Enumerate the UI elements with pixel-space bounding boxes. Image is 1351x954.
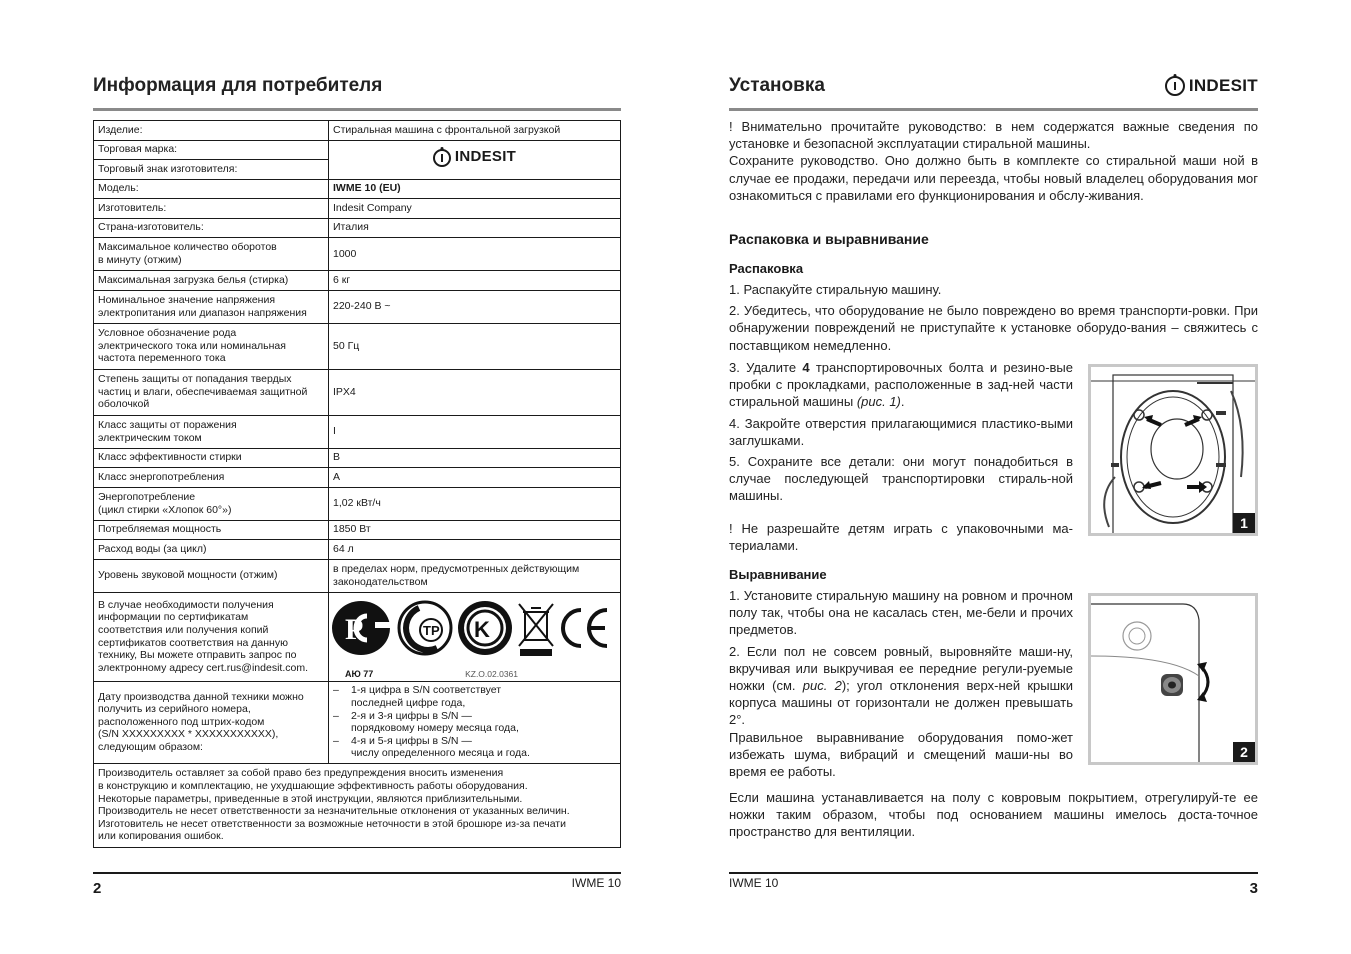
label-line: Энергопотребление [98,490,196,503]
row-label [94,323,329,369]
label-line: электронному адресу cert.rus@indesit.com. [98,661,308,674]
list-item [333,735,616,760]
figure-2 [1088,593,1258,765]
title-rule [93,108,621,111]
row-value: IWME 10 (EU) [329,179,621,199]
row-label: Торговая марка: [94,140,329,160]
label-line: технику, Вы можете отправить запрос по [98,649,297,662]
table-row [94,763,621,847]
label-line: Класс защиты от поражения [98,418,237,431]
carpet-note: Если машина устанавливается на полу с ковровым покрытием, отрегулируй-те ее ножки таким образом, чтобы под основанием машины имелось доста-точное пространство для вентиляции. [729,790,1258,840]
row-value: 1000 [329,238,621,271]
unpack-steps [729,281,1258,354]
indesit-ring-icon [433,149,451,167]
c-tp-mark-icon [399,602,451,654]
paragraph: ! Внимательно прочитайте руководство: в нем содержатся важные сведения по установке и безопасной эксплуатации стиральной машины. [729,119,1258,152]
row-label: Класс эффективности стирки [94,448,329,468]
label-line: Условное обозначение рода [98,327,237,340]
table-row [94,468,621,488]
text-span: . [900,394,905,410]
row-label: Класс энергопотребления [94,468,329,488]
indesit-logo [433,149,516,167]
label-line: частиц и влаги, обеспечиваемая защитной [98,385,308,398]
date-rules-list [333,684,616,760]
label-line: (цикл стирки «Хлопок 60°») [98,503,232,516]
right-page [729,0,1258,954]
label-line: Максимальное количество оборотов [98,241,277,254]
label-line: частота переменного тока [98,352,226,365]
label-line: электрическим током [98,431,202,444]
label-line: электрического тока или номинальная [98,339,286,352]
rst-mark-icon [332,601,391,655]
row-label: Изделие: [94,121,329,141]
paragraph: Правильное выравнивание оборудования помо-жет избежать шума, вибраций и смещений маши-ны во время ее работы. [729,729,1073,780]
table-row [94,238,621,271]
label-line: соответствия или получения копий [98,624,269,636]
warning-text: ! Не разрешайте детям играть с упаковочными ма-териалами. [729,521,1073,554]
cert-code-rst: АЮ 77 [345,669,374,680]
text-span: 3. Удалите [729,360,803,375]
ce-mark-icon [563,610,607,646]
label-line: Номинальное значение напряжения [98,293,276,306]
list-item [333,710,616,735]
table-row [94,592,621,681]
table-row [94,487,621,520]
table-row [94,271,621,291]
row-value: A [329,468,621,488]
row-value: Стиральная машина с фронтальной загрузкой [329,121,621,141]
page-number: 2 [93,880,102,897]
svg-text:K: K [474,616,490,642]
disclaimer-line: Производитель не несет ответственности за незначительные отклонения от указанных величин. [98,805,570,818]
value-line: законодательством [333,575,428,588]
list-line: – 1-я цифра в S/N соответствует [351,684,502,697]
row-label: Торговый знак изготовителя: [94,160,329,180]
row-label: Потребляемая мощность [94,520,329,540]
text-span: (рис. 1) [856,394,901,410]
table-row [94,121,621,141]
list-line: – 4-я и 5-я цифры в S/N — [351,734,472,747]
table-row [94,199,621,219]
cert-code-kz: KZ.O.02.0361 [465,669,518,680]
table-row [94,415,621,448]
text-span: 2. Если пол не совсем ровный, выровняйте маши-ну, вкручивая или выкручивая ее передние регули-руемые ножки (см. [729,643,1073,694]
paragraph: 1. Распакуйте стиральную машину. [729,282,942,297]
indesit-ring-icon [1165,76,1185,96]
svg-text:TP: TP [423,622,440,638]
row-value: 50 Гц [329,323,621,369]
label-line: сертификатов соответствия на данную [98,636,288,649]
row-value: B [329,448,621,468]
label-line: информации по сертификатам [98,611,249,624]
page-title: Установка [729,75,825,96]
list-line: числу определенного месяца и года. [351,747,530,760]
figure-1 [1088,364,1258,536]
disclaimer-line: Изготовитель не несет ответственности за возможные неточности в этой брошюре из-за печати [98,817,566,830]
cert-marks-cell [329,592,621,681]
adjustable-foot-icon [1091,596,1255,762]
row-value [329,559,621,592]
certification-marks-icon [331,595,611,665]
label-line: Дату производства данной техники можно [98,690,304,703]
text-span: 4 [802,360,810,375]
brand-logo-cell [329,140,621,179]
row-label: Страна-изготовитель: [94,218,329,238]
figure-number: 2 [1233,742,1255,762]
row-label [94,487,329,520]
footer-model: IWME 10 [571,876,621,890]
row-value: I [329,415,621,448]
row-value [329,681,621,763]
row-label [94,681,329,763]
disclaimer-line: или копирования ошибок. [98,830,224,843]
machine-rear-icon [1091,367,1255,533]
list-line: последней цифре года, [351,697,466,709]
paragraph: 5. Сохраните все детали: они могут понадобиться в случае последующей транспортировки стираль-ной машины. [729,454,1073,504]
label-line: В случае необходимости получения [98,598,274,611]
svg-text:P: P [345,612,364,646]
footer-rule [729,872,1258,874]
label-line: электропитания или диапазон напряжения [98,306,307,319]
row-label [94,592,329,681]
row-label: Уровень звуковой мощности (отжим) [94,559,329,592]
paragraph [729,643,1073,729]
disclaimer-line: Некоторые параметры, приведенные в этой инструкции, являются приблизительными. [98,792,523,805]
row-label [94,238,329,271]
list-line: порядковому номеру месяца года, [351,722,519,735]
list-item [333,684,616,709]
row-label: Модель: [94,179,329,199]
table-row [94,140,621,160]
row-label: Изготовитель: [94,199,329,219]
disclaimer-line: Производитель оставляет за собой право без предупреждения вносить изменения [98,767,504,780]
row-value: 64 л [329,540,621,560]
row-label [94,369,329,415]
text-span: рис. 2 [802,678,842,694]
value-line: в пределах норм, предусмотренных действующим [333,562,580,575]
disclaimer-line: в конструкцию и комплектацию, не ухудшающие эффективность работы оборудования. [98,780,528,792]
table-row [94,448,621,468]
unpack-steps-narrow [729,359,1073,505]
label-line: (S/N XXXXXXXXX * XXXXXXXXXXX), [98,728,279,741]
table-row [94,520,621,540]
cert-codes [331,668,618,681]
row-value: IPX4 [329,369,621,415]
row-label: Расход воды (за цикл) [94,540,329,560]
row-label [94,415,329,448]
row-value: Италия [329,218,621,238]
label-line: в минуту (отжим) [98,254,182,266]
brand-logo [1165,76,1258,101]
row-value: 6 кг [329,271,621,291]
table-row [94,290,621,323]
list-line: – 2-я и 3-я цифры в S/N — [351,709,472,722]
weee-bin-icon [519,604,553,655]
section-heading: Распаковка и выравнивание [729,231,929,247]
subsection-heading: Выравнивание [729,567,827,582]
label-line: получить из серийного номера, [98,703,251,716]
label-line: следующим образом: [98,741,203,754]
indesit-logo [1165,76,1258,96]
paragraph: 1. Установите стиральную машину на ровном и прочном полу так, чтобы она не касалась стен, ме-бели и прочих предметов. [729,588,1073,638]
footer-model: IWME 10 [729,876,779,890]
label-line: Степень защиты от попадания твердых [98,373,292,386]
table-row [94,218,621,238]
footer-rule [93,872,621,874]
subsection-heading: Распаковка [729,261,804,276]
text-span: ); угол отклонения верх-ней крышки корпуса машины от горизонтали не должен превышать 2°. [729,678,1073,728]
page-title: Информация для потребителя [93,75,383,96]
spec-table [93,120,621,848]
paragraph [729,359,1073,411]
paragraph: Сохраните руководство. Оно должно быть в комплекте со стиральной маши ной в случае ее продажи, передачи или переезда, чтобы новый владелец оборудования мог ознакомиться с правилами его функционирования и обслу-живания. [729,153,1258,203]
intro-text [729,118,1258,204]
table-row [94,369,621,415]
level-steps [729,587,1073,780]
disclaimer [94,763,621,847]
label-line: расположенного под штрих-кодом [98,715,265,728]
kz-mark-icon [458,601,512,655]
title-rule [729,108,1258,111]
brand-wordmark: INDESIT [1188,76,1258,95]
row-value: 220-240 В ~ [329,290,621,323]
label-line: оболочкой [98,398,150,411]
figure-number: 1 [1233,513,1255,533]
row-value: 1850 Вт [329,520,621,540]
row-value: Indesit Company [329,199,621,219]
brand-wordmark: INDESIT [454,148,517,166]
row-value: 1,02 кВт/ч [329,487,621,520]
table-row [94,179,621,199]
paragraph: 4. Закройте отверстия прилагающимися пластико-выми заглушками. [729,415,1073,448]
table-row [94,540,621,560]
paragraph: 2. Убедитесь, что оборудование не было повреждено во время транспорти-ровки. При обнаружении повреждений не приступайте к установке оборудо-вания – свяжитесь с поставщиком немедленно. [729,303,1258,353]
page-number: 3 [1249,880,1258,897]
row-label: Максимальная загрузка белья (стирка) [94,271,329,291]
table-row [94,681,621,763]
row-label [94,290,329,323]
text-span: транспортировочных болта и резино-вые пробки с прокладками, расположенные в зад-ней части стиральной машины [729,360,1073,410]
table-row [94,559,621,592]
table-row [94,323,621,369]
left-page [93,0,621,954]
